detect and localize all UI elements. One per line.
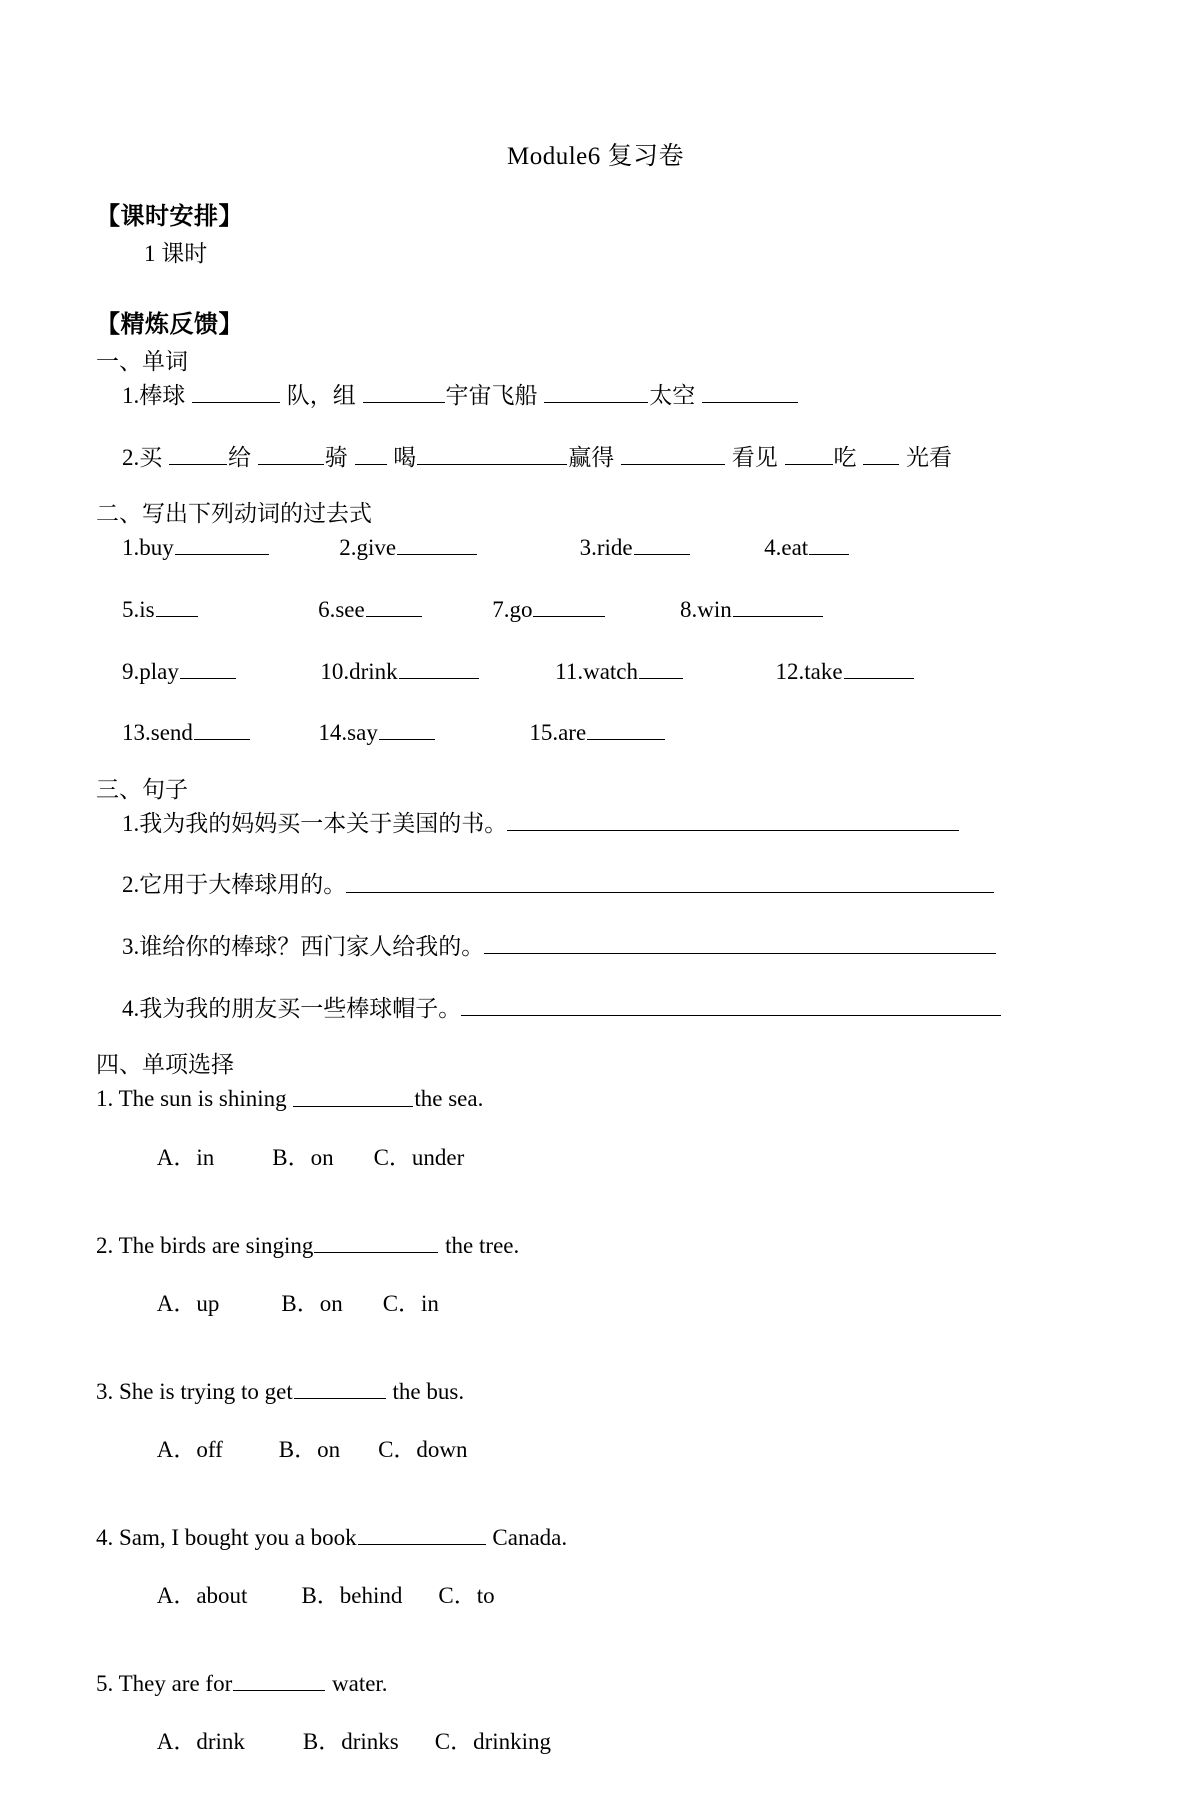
blank-input[interactable] — [258, 440, 324, 465]
mc-question — [96, 1228, 1096, 1344]
blank-input[interactable] — [175, 530, 269, 555]
mc-options — [112, 1113, 1096, 1198]
mc-after: the tree. — [439, 1232, 520, 1258]
mc-option-c[interactable]: C．drinking — [434, 1729, 552, 1755]
blank-input[interactable] — [397, 530, 477, 555]
part1-line2-word-4: 喝 — [393, 444, 417, 470]
verb-no: 13. — [122, 720, 151, 746]
blank-input[interactable] — [533, 592, 605, 617]
verb-word: see — [335, 597, 365, 623]
mc-option-b[interactable]: B．on — [278, 1436, 341, 1462]
mc-options — [112, 1405, 1096, 1490]
mc-question — [96, 1520, 1096, 1636]
mc-no: 2. — [96, 1232, 114, 1258]
verb-word: take — [804, 658, 843, 684]
blank-input[interactable] — [399, 654, 479, 679]
blank-input[interactable] — [192, 378, 280, 403]
mc-after: the bus. — [386, 1378, 465, 1404]
verb-word: ride — [596, 535, 633, 561]
verb-no: 7. — [492, 597, 510, 623]
verb-no: 14. — [318, 720, 348, 746]
mc-question — [96, 1081, 1096, 1197]
mc-before: The birds are singing — [118, 1232, 314, 1258]
mc-after: Canada. — [486, 1524, 568, 1550]
mc-option-b[interactable]: B．on — [281, 1290, 343, 1316]
part3-sentence — [122, 806, 1096, 842]
mc-option-a[interactable]: A．off — [156, 1436, 223, 1462]
answer-blank[interactable] — [484, 929, 996, 954]
mc-no: 1. — [96, 1086, 114, 1112]
blank-input[interactable] — [156, 592, 198, 617]
mc-question-text — [96, 1228, 1096, 1259]
blank-input[interactable] — [621, 440, 725, 465]
blank-input[interactable] — [294, 1374, 386, 1399]
answer-blank[interactable] — [346, 867, 994, 892]
mc-question — [96, 1666, 1096, 1782]
mc-option-a[interactable]: A．in — [156, 1144, 215, 1170]
part4-heading: 四、单项选择 — [96, 1052, 234, 1078]
blank-input[interactable] — [355, 440, 387, 465]
part1-line1-word-1: 棒球 — [139, 383, 186, 409]
verb-no: 3. — [579, 535, 597, 561]
blank-input[interactable] — [169, 440, 227, 465]
blank-input[interactable] — [417, 440, 567, 465]
verb-no: 2. — [339, 535, 357, 561]
blank-input[interactable] — [587, 715, 665, 740]
mc-after: water. — [326, 1671, 388, 1697]
part1-line2-word-3: 骑 — [324, 444, 348, 470]
sentence-text: 我为我的朋友买一些棒球帽子。 — [139, 995, 462, 1021]
blank-input[interactable] — [785, 440, 833, 465]
mc-options — [112, 1259, 1096, 1344]
verb-word: win — [697, 597, 732, 623]
blank-input[interactable] — [639, 654, 683, 679]
part3-heading: 三、句子 — [96, 776, 188, 802]
part3-sentence — [122, 867, 1096, 903]
verb-word: play — [139, 658, 179, 684]
sentence-no: 2. — [122, 872, 140, 898]
blank-input[interactable] — [180, 654, 236, 679]
mc-option-b[interactable]: B．on — [272, 1144, 334, 1170]
verb-word: is — [139, 597, 155, 623]
mc-option-a[interactable]: A．drink — [156, 1729, 245, 1755]
sentence-no: 3. — [122, 934, 140, 960]
part1-line2-word-8: 光看 — [906, 444, 952, 470]
part1-line1-word-4: 太空 — [649, 383, 696, 409]
blank-input[interactable] — [314, 1228, 438, 1253]
part1-line2-word-6: 看见 — [731, 444, 778, 470]
mc-options — [112, 1551, 1096, 1636]
page-title: Module6 复习卷 — [506, 143, 685, 170]
verb-word: give — [356, 535, 397, 561]
mc-no: 4. — [96, 1524, 114, 1550]
part1-line2-word-5: 赢得 — [568, 444, 615, 470]
part1-heading: 一、单词 — [96, 349, 188, 374]
part1-line1 — [122, 378, 1096, 414]
part2-row — [122, 654, 1096, 690]
part2-row — [122, 715, 1096, 751]
sentence-text: 它用于大棒球用的。 — [139, 872, 347, 898]
mc-before: They are for — [118, 1671, 233, 1697]
part1-line2-word-2: 给 — [228, 444, 251, 470]
verb-no: 8. — [679, 597, 698, 623]
sentence-no: 1. — [122, 810, 140, 836]
mc-before: She is trying to get — [119, 1378, 293, 1404]
verb-word: go — [509, 597, 533, 623]
part2-row — [122, 530, 1096, 566]
verb-word: eat — [781, 535, 809, 561]
blank-input[interactable] — [634, 530, 690, 555]
verb-no: 15. — [529, 720, 559, 746]
verb-word: buy — [139, 535, 174, 561]
section-heading-schedule: 【课时安排】 — [96, 202, 243, 230]
verb-no: 6. — [318, 597, 336, 623]
blank-input[interactable] — [863, 440, 899, 465]
mc-question — [96, 1374, 1096, 1490]
blank-input[interactable] — [363, 378, 445, 403]
blank-input[interactable] — [733, 592, 823, 617]
sentence-text: 谁给你的棒球？西门家人给我的。 — [139, 934, 485, 960]
part1-line2-number: 2. — [122, 444, 140, 470]
mc-question-text — [96, 1081, 1096, 1112]
verb-no: 12. — [775, 658, 805, 684]
part3-sentence — [122, 991, 1096, 1027]
verb-word: send — [150, 720, 193, 746]
verb-word: say — [347, 720, 378, 746]
mc-before: Sam, I bought you a book — [119, 1524, 357, 1550]
document-body — [96, 196, 1096, 1812]
part2-heading: 二、写出下列动词的过去式 — [96, 501, 372, 527]
part3-sentence — [122, 929, 1096, 965]
blank-input[interactable] — [366, 592, 422, 617]
verb-word: drink — [349, 658, 398, 684]
schedule-value: 1 课时 — [144, 241, 208, 266]
verb-no: 9. — [122, 658, 140, 684]
part1-line2 — [122, 440, 1096, 476]
mc-option-b[interactable]: B．behind — [301, 1582, 403, 1608]
part1-line1-number: 1. — [122, 383, 140, 409]
part1-line1-word-3: 宇宙飞船 — [445, 383, 538, 409]
mc-no: 3. — [96, 1378, 114, 1404]
mc-question-text — [96, 1374, 1096, 1405]
mc-option-a[interactable]: A．up — [156, 1290, 220, 1316]
blank-input[interactable] — [809, 530, 849, 555]
sentence-text: 我为我的妈妈买一本关于美国的书。 — [139, 810, 508, 836]
mc-options — [112, 1697, 1096, 1782]
mc-option-c[interactable]: C．in — [382, 1290, 439, 1316]
sentence-no: 4. — [122, 995, 140, 1021]
answer-blank[interactable] — [507, 806, 959, 831]
verb-word: watch — [583, 658, 638, 684]
part1-line1-word-2: 队，组 — [286, 383, 356, 409]
verb-no: 11. — [555, 658, 584, 684]
mc-option-b[interactable]: B．drinks — [302, 1729, 399, 1755]
mc-no: 5. — [96, 1671, 114, 1697]
blank-input[interactable] — [194, 715, 250, 740]
verb-word: are — [558, 720, 587, 746]
verb-no: 4. — [764, 535, 782, 561]
part2-row — [122, 592, 1096, 628]
part1-line2-word-1: 买 — [139, 444, 163, 470]
blank-input[interactable] — [544, 378, 648, 403]
answer-blank[interactable] — [461, 991, 1001, 1016]
part1-line2-word-7: 吃 — [833, 444, 857, 470]
blank-input[interactable] — [233, 1666, 325, 1691]
blank-input[interactable] — [844, 654, 914, 679]
mc-before: The sun is shining — [118, 1086, 293, 1112]
mc-question-text — [96, 1520, 1096, 1551]
mc-after: the sea. — [414, 1086, 484, 1112]
mc-option-c[interactable]: C．to — [438, 1582, 495, 1608]
mc-option-c[interactable]: C．under — [373, 1144, 465, 1170]
verb-no: 5. — [122, 597, 140, 623]
blank-input[interactable] — [358, 1520, 486, 1545]
blank-input[interactable] — [379, 715, 435, 740]
mc-option-c[interactable]: C．down — [378, 1436, 468, 1462]
verb-no: 1. — [122, 535, 140, 561]
mc-question-text — [96, 1666, 1096, 1697]
verb-no: 10. — [320, 658, 350, 684]
section-heading-practice: 【精炼反馈】 — [96, 310, 243, 338]
blank-input[interactable] — [293, 1081, 413, 1106]
blank-input[interactable] — [702, 378, 798, 403]
mc-option-a[interactable]: A．about — [156, 1582, 248, 1608]
